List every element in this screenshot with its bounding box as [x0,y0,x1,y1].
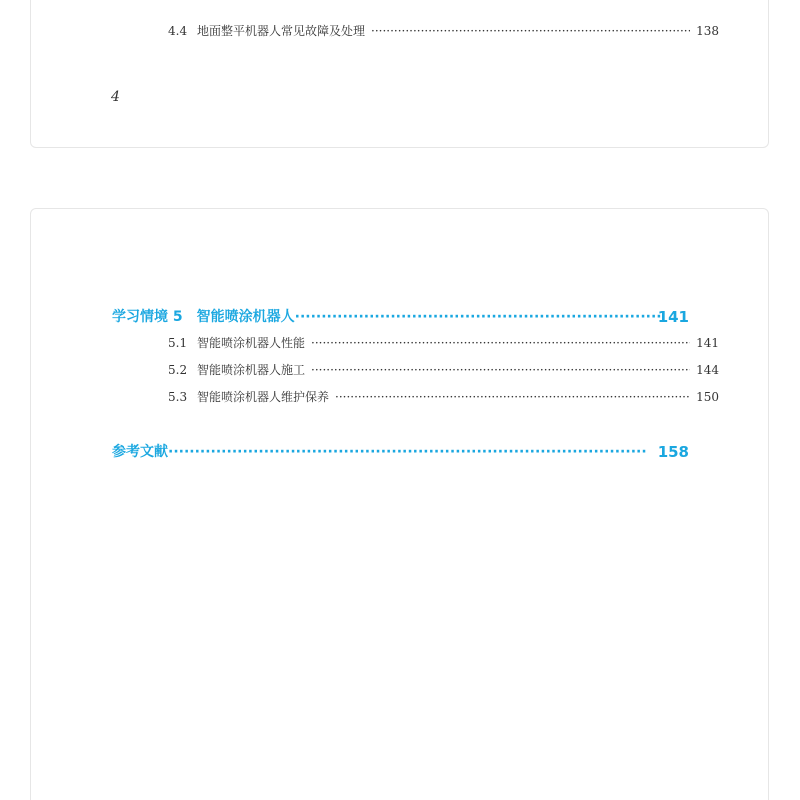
page-folio: 4 [111,89,120,105]
toc-entry-page: 144 [696,363,719,377]
dot-leader [335,389,690,405]
toc-page-bottom [30,208,769,800]
toc-entry-page: 138 [696,24,719,38]
toc-entry-page [671,0,719,2]
toc-entry-5-2[interactable] [168,362,690,378]
toc-entry-number: 5.3 [168,390,188,404]
toc-entry-title: 智能喷涂机器人维护保养 [197,390,330,404]
toc-entry-number: 4.4 [168,24,188,38]
references-title: 参考文献 [112,444,168,460]
toc-entry-4-3[interactable] [168,0,690,2]
toc-entry-title: 地面整平机器人常见故障及处理 [197,24,366,38]
toc-page-top [30,0,769,148]
toc-chapter-5[interactable] [112,308,662,326]
dot-leader [295,308,662,326]
toc-entry-5-3[interactable] [168,389,690,405]
dot-leader [311,335,690,351]
toc-entry-page: 150 [696,390,719,404]
toc-entry-4-4[interactable] [168,23,690,39]
dot-leader [311,362,690,378]
toc-entry-page: 141 [696,336,719,350]
toc-entry-title: 智能喷涂机器人施工 [197,363,306,377]
dot-leader [371,23,690,39]
chapter-title: 学习情境 5 智能喷涂机器人 [112,309,295,325]
toc-entry-number: 5.2 [168,363,188,377]
dot-leader [168,443,647,461]
toc-references[interactable] [112,443,647,461]
chapter-page: 141 [657,308,689,326]
toc-entry-5-1[interactable] [168,335,690,351]
dot-leader [335,0,690,2]
toc-entry-title [197,0,335,2]
toc-entry-title: 智能喷涂机器人性能 [197,336,306,350]
toc-entry-number: 5.1 [168,336,188,350]
toc-entry-number [168,0,197,2]
references-page: 158 [657,443,689,461]
